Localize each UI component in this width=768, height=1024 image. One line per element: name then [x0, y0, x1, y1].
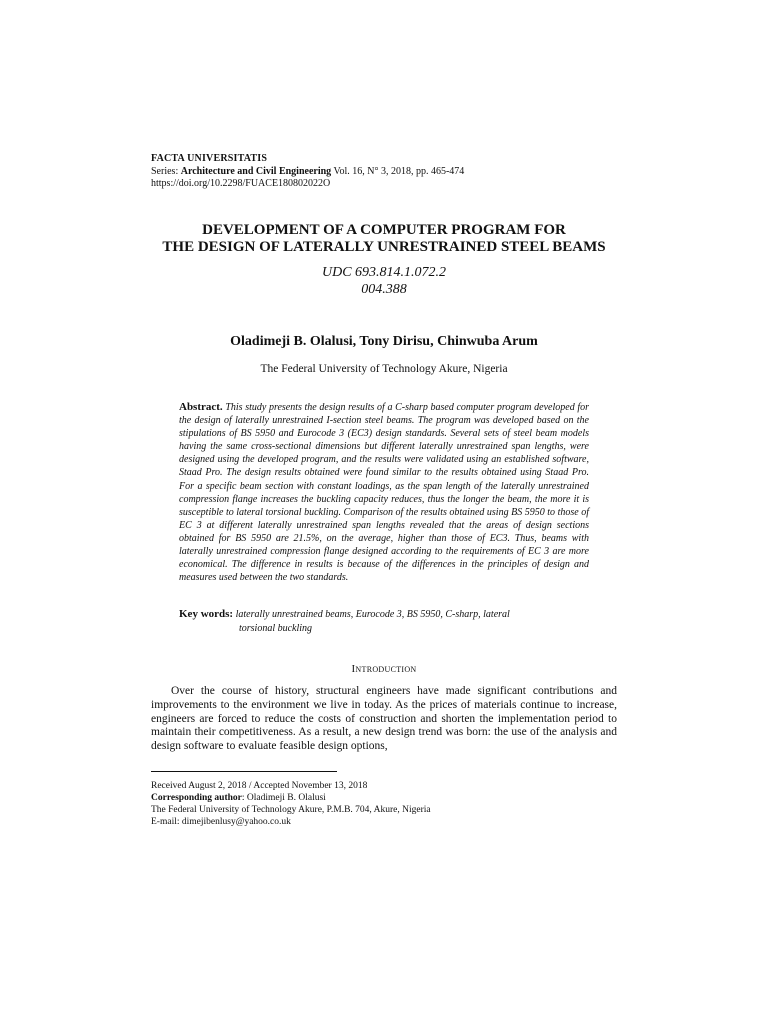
footnote-divider — [151, 771, 337, 772]
series-prefix: Series: — [151, 165, 181, 177]
journal-name: FACTA UNIVERSITATIS — [151, 153, 268, 164]
author-list: Oladimeji B. Olalusi, Tony Dirisu, Chinwuba Arum — [230, 334, 538, 349]
abstract-label: Abstract. — [179, 401, 223, 413]
corresponding-label: Corresponding author — [151, 793, 242, 803]
udc-line-2: 004.388 — [361, 282, 407, 297]
corresponding-name: : Oladimeji B. Olalusi — [241, 793, 326, 803]
received-dates: Received August 2, 2018 / Accepted November 13, 2018 — [151, 781, 368, 791]
footnotes — [151, 780, 621, 828]
author-email[interactable]: E-mail: dimejibenlusy@yahoo.co.uk — [151, 817, 291, 827]
series-details: Vol. 16, N° 3, 2018, pp. 465-474 — [331, 165, 465, 177]
keywords-line-2: torsional buckling — [239, 623, 313, 634]
section-heading-introduction: Introduction — [351, 663, 417, 675]
title-line-1: DEVELOPMENT OF A COMPUTER PROGRAM FOR — [202, 222, 566, 238]
abstract — [179, 401, 589, 584]
udc-line-1: UDC 693.814.1.072.2 — [321, 265, 447, 280]
udc-codes — [120, 264, 648, 298]
paper-title — [120, 222, 648, 256]
doi-link[interactable]: https://doi.org/10.2298/FUACE180802022O — [151, 178, 331, 189]
abstract-text: This study presents the design results of a C-sharp based computer program developed for the design of laterally unrestrained I-section steel beams. The program was developed based on the stipulations of BS 5950 and Eurocode 3 (EC3) design standards. Several sets of steel beam models having the same cross-sectional dimensions but different laterally unrestrained span lengths, were designed using the developed program, and the results were validated using an established software, Staad Pro. The design results obtained were found similar to the results obtained using Staad Pro. For a specific beam section with constant loadings, as the span length of the laterally unrestrained compression flange increases the buckling capacity reduces, thus the longer the beam, the more it is susceptible to lateral torsional buckling. Comparison of the results obtained using BS 5950 to those of EC 3 at different laterally unrestrained span lengths revealed that the areas of design sections obtained for BS 5950 are 21.5%, on the average, higher than those of EC3. Thus, beams with laterally unrestrained compression flange designed according to the requirements of EC 3 are more economical. The difference in results is because of the differences in the principles of design and measures used between the two standards. — [179, 402, 590, 584]
keywords — [179, 607, 589, 636]
series-line — [151, 166, 621, 179]
introduction-paragraph: Over the course of history, structural engineers have made significant contributions and improvements to the environment we live in today. As the prices of materials continue to increase, engineers are forced to reduce the costs of construction and shorten the implementation period to maintain their competitiveness. As a result, a new design trend was born: the use of the analysis and design software to evaluate feasible design options, — [151, 685, 617, 753]
keywords-line-1: laterally unrestrained beams, Eurocode 3, BS 5950, C-sharp, lateral — [235, 609, 510, 620]
corresponding-author — [151, 792, 621, 804]
series-name: Architecture and Civil Engineering — [180, 165, 332, 177]
author-address: The Federal University of Technology Akure, P.M.B. 704, Akure, Nigeria — [151, 805, 431, 815]
keywords-label: Key words: — [179, 608, 234, 620]
affiliation: The Federal University of Technology Akure, Nigeria — [260, 363, 508, 375]
journal-header — [151, 153, 621, 191]
title-line-2: THE DESIGN OF LATERALLY UNRESTRAINED STEEL BEAMS — [162, 239, 606, 255]
